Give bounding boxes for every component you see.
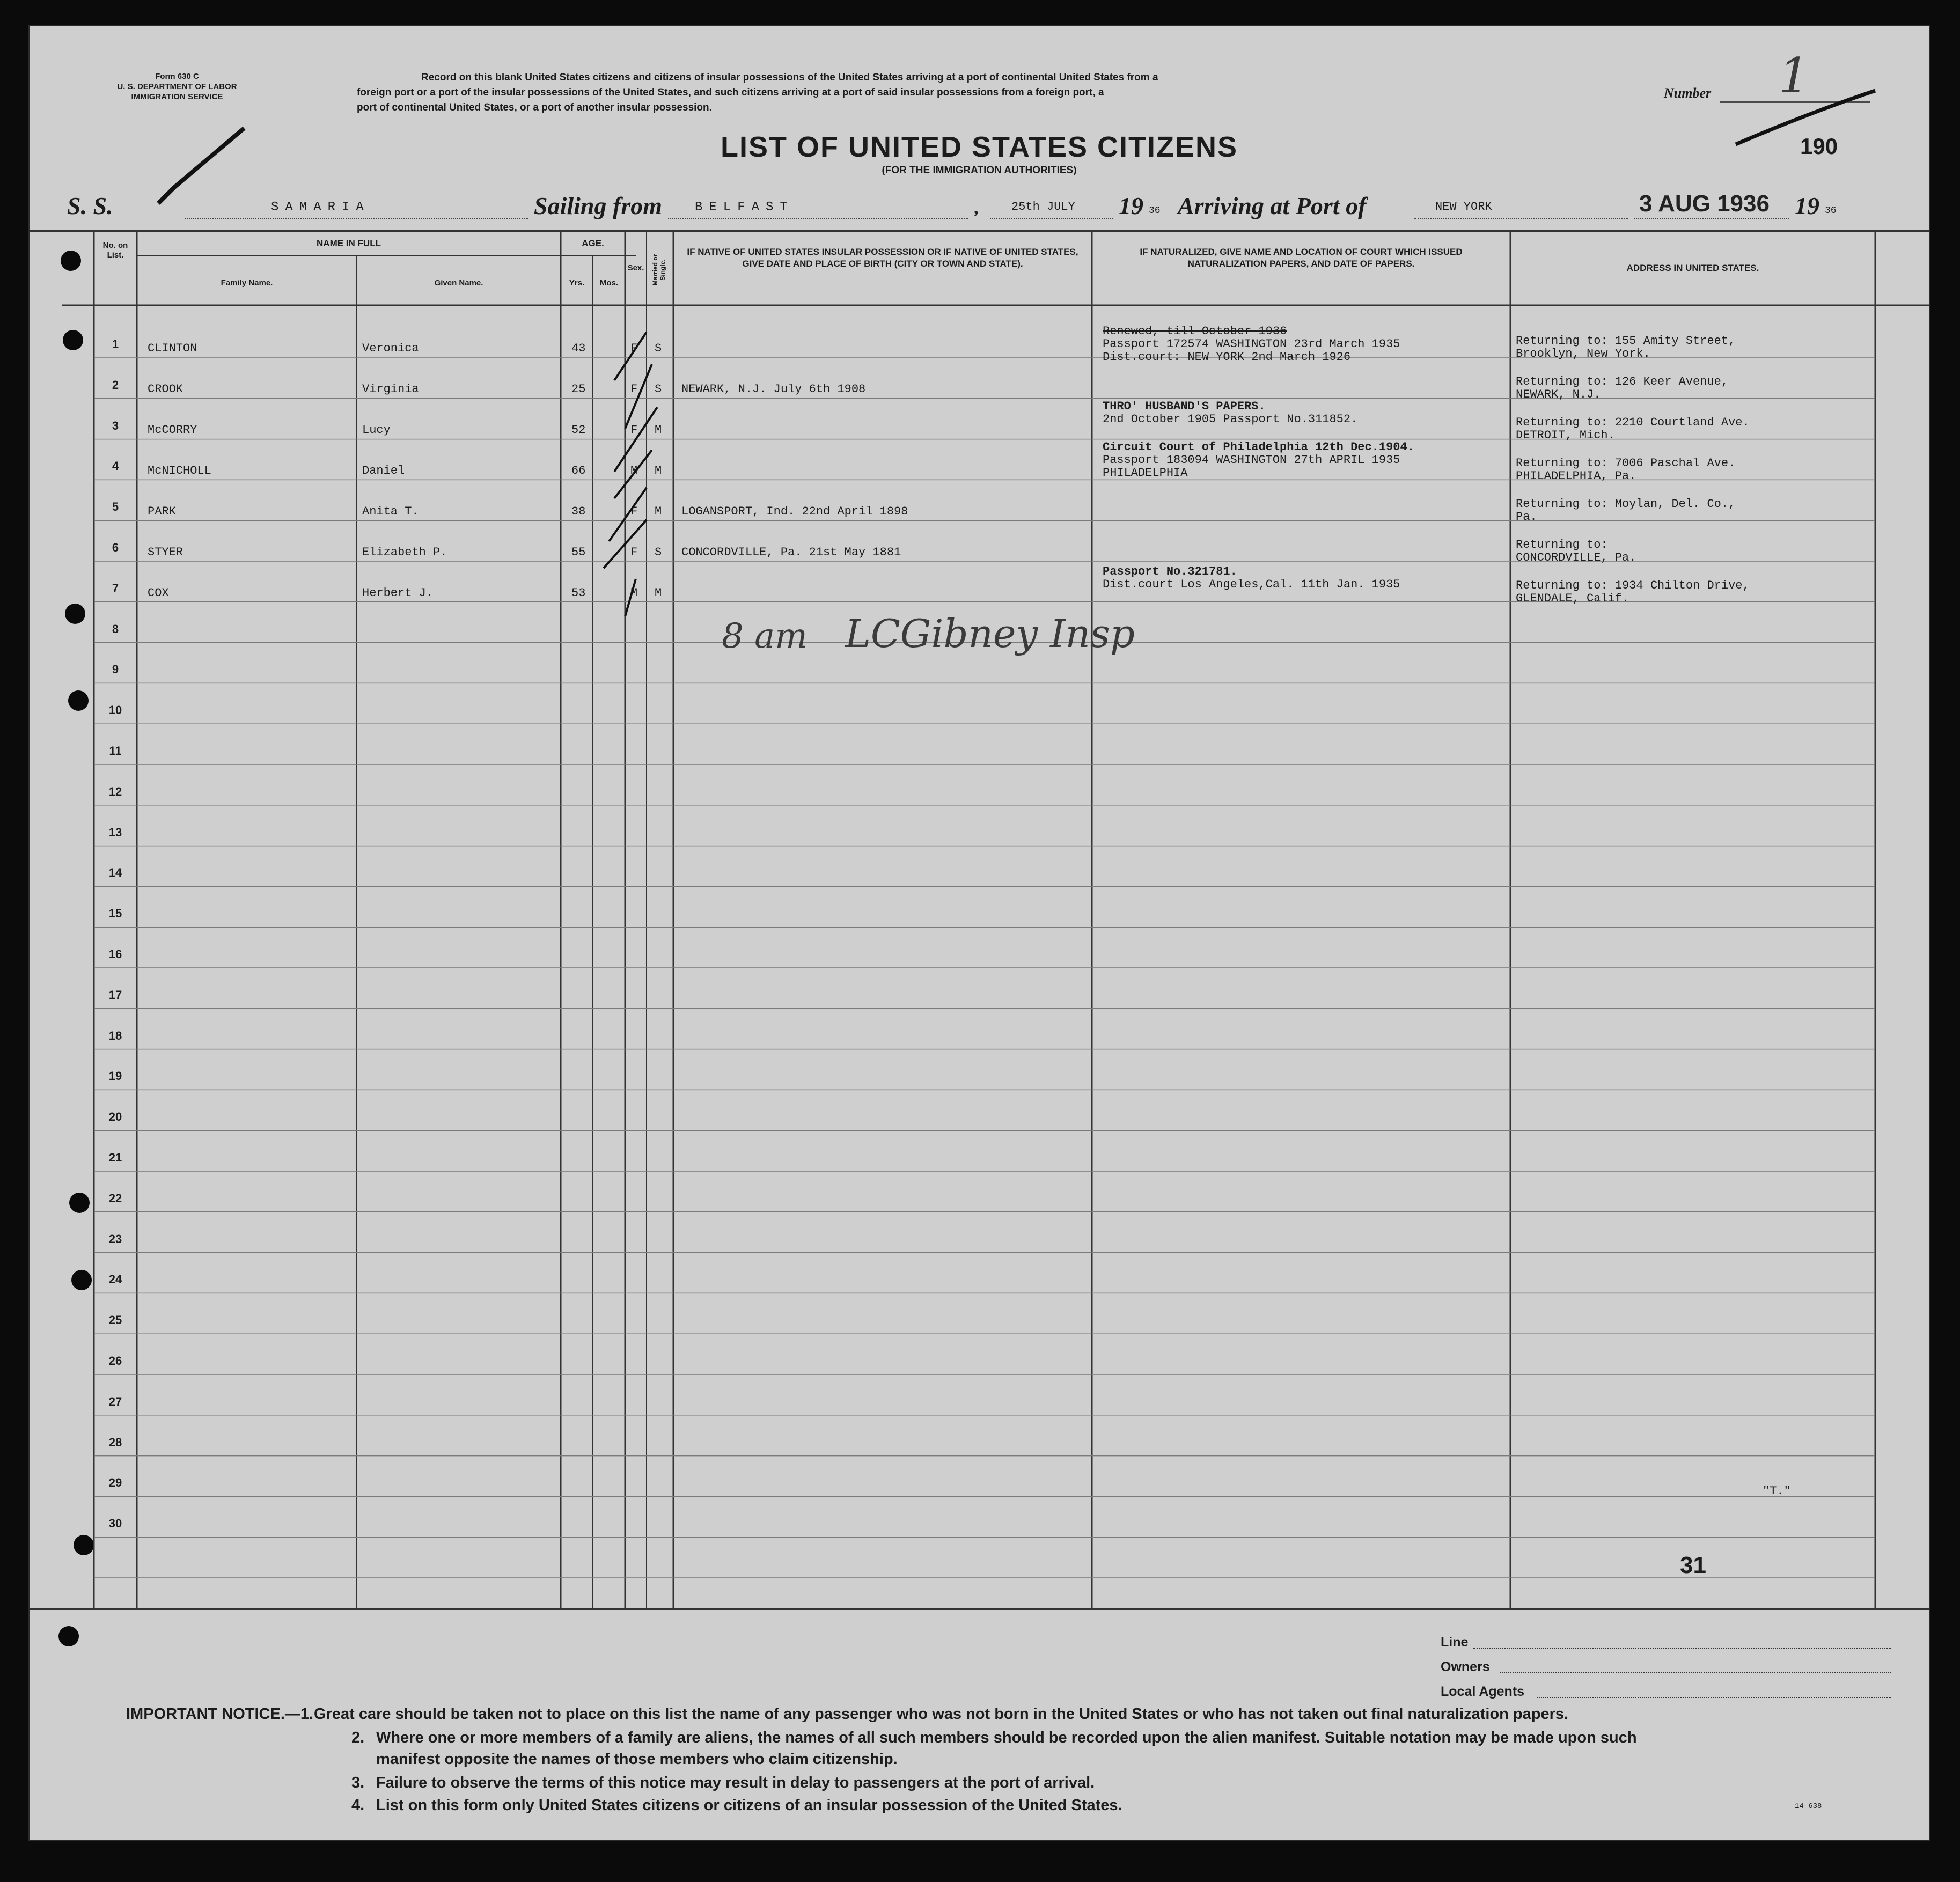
line-number: 5 bbox=[112, 500, 119, 514]
age-years: 66 bbox=[571, 464, 586, 477]
year-prefix: 19 bbox=[1119, 192, 1143, 219]
line-number: 15 bbox=[108, 907, 122, 921]
port-from: BELFAST bbox=[695, 200, 794, 215]
marital-status: M bbox=[655, 423, 662, 437]
col-header-naturalized: IF NATURALIZED, GIVE NAME AND LOCATION OF COURT WHICH ISSUED NATURALIZATION PAPERS, AND DATE OF PAPERS. bbox=[1140, 247, 1463, 269]
line-number: 3 bbox=[112, 418, 119, 432]
line-number: 19 bbox=[108, 1069, 122, 1083]
notice-2-number: 2. bbox=[351, 1729, 365, 1746]
line-number: 20 bbox=[108, 1110, 122, 1124]
number-handwritten: 1 bbox=[1779, 48, 1810, 104]
line-number: 28 bbox=[108, 1435, 122, 1449]
address-line: Returning to: 155 Amity Street, bbox=[1516, 334, 1736, 348]
sailing-year: 36 bbox=[1149, 205, 1161, 216]
arrival-year: 36 bbox=[1825, 205, 1837, 216]
t-mark: "T." bbox=[1763, 1484, 1791, 1498]
line-number: 4 bbox=[112, 459, 119, 473]
naturalization-detail: Renewed, till October 1936 bbox=[1103, 325, 1287, 338]
line-number: 29 bbox=[108, 1476, 122, 1490]
manifest-sheet: Form 630 C U. S. DEPARTMENT OF LABOR IMMIGRATION SERVICE Record on this blank United States citizens and citizens of insular possessions of the United States arriving at a port of continental United States from a foreign port or a port of the insular possessions of the United States, and such citizens arriving at a port of said insular possessions from a foreign port, a port of continental United States, or a port of another insular possession. Number 1 190 LIST OF UNITED STATES CITIZENS (FOR THE IMMIGRATION AUTHORITIES) S. S. SAMARIA Sailing from BELFAST , 25th JULY 19 36 Arriving at Port of NEW YORK 3 AUG 1936 19 36 No. on List. NAME IN FULL Family Name. Given Name. AGE. Yrs. Mos. Sex. Married or Single. IF NATIVE OF UNITED STATES INSULAR POSSESSION OR IF NATIVE OF UNITED STATES, GIVE DATE AND PLACE OF BIRTH (CITY OR TOWN AND STATE). IF NATURALIZED, GIVE NAME AND LOCATION OF COURT WHICH ISSUED NATURALIZATION PAPERS, AND DATE OF PAPERS. ADDRESS IN UNITED STATES. 1 2 3 4 5 6 7 8 9 10 11 12 13 14 15 16 17 18 19 20 21 22 23 24 25 26 27 28 29 30 CLINTON Veronica 43 F S Renewed, till October 1936 Passport 172574 WASHINGTON 23rd March 1935 Dist.court: NEW YORK 2nd March 1926 Returning to: 155 Amity Street, Brooklyn, New York. CROOK Virginia 25 F S NEWARK, N.J. July 6th 1908 Returning to: 126 Keer Avenue, NEWARK, N.J. McCORRY Lucy 52 F M THRO' HUSBAND'S PAPERS. 2nd October 1905 Passport No.311852. Returning to: 2210 Courtland Ave. DETROIT, Mich. McNICHOLL Daniel 66 M M Circuit Court of Philadelphia 12th Dec.1904. Passport 183094 WASHINGTON 27th APRIL 1935 PHILADELPHIA Returning to: 7006 Paschal Ave. PHILADELPHIA, Pa. PARK Anita T. 38 F M LOGANSPORT, Ind. 22nd April 1898 Returning to: Moylan, Del. Co., Pa. STYER Elizabeth P. 55 F S CONCORDVILLE, Pa. 21st May 1881 Returning to: CONCORDVILLE, Pa. COX Herbert J. 53 M M Passport No.321781. Dist.court Los Angeles,Cal. 11th Jan. 1935 Returning to: 1934 Chilton Drive, GLENDALE, Calif. 8 am LCGibney Insp "T." 31 Line Owners Local Agents IMPORTANT NOTICE.—1. Great care should be taken not to place on this list the name of any passenger who was not born in the United States or who has not taken out final naturalization papers. 2. Where one or more members of a family are aliens, the names of all such members should be recorded upon the alien manifest. Suitable notation may be made upon such manifest opposite the names of those members who claim citizenship. 3. Failure to observe the terms of this notice may result in delay to passengers at the port of arrival. 4. List on this form only United States citizens or citizens of an insular possession of the United States. 14—638 bbox=[28, 25, 1930, 1841]
form-service: IMMIGRATION SERVICE bbox=[131, 92, 223, 101]
line-number: 7 bbox=[112, 581, 119, 595]
marital-status: S bbox=[655, 383, 662, 396]
table-grid bbox=[30, 26, 1929, 1840]
address-line: GLENDALE, Calif. bbox=[1516, 592, 1629, 605]
birth-place-date: NEWARK, N.J. July 6th 1908 bbox=[681, 383, 866, 396]
given-name: Veronica bbox=[362, 342, 419, 355]
naturalization-detail: PHILADELPHIA bbox=[1103, 466, 1188, 480]
address-line: Returning to: bbox=[1516, 538, 1608, 552]
col-header-marital: Married or Single. bbox=[651, 254, 666, 286]
page-count-mark: 31 bbox=[1680, 1552, 1706, 1578]
col-header-birth: IF NATIVE OF UNITED STATES INSULAR POSSESSION OR IF NATIVE OF UNITED STATES, GIVE DATE AND PLACE OF BIRTH (CITY OR TOWN AND STATE). bbox=[687, 247, 1078, 269]
notice-2: Where one or more members of a family are aliens, the names of all such members should be recorded upon the alien manifest. Suitable notation may be made upon such bbox=[376, 1729, 1637, 1746]
instruction-line: foreign port or a port of the insular possessions of the United States, and such citizens arriving at a port of said insular possessions from a foreign port, a bbox=[357, 87, 1104, 98]
line-number: 27 bbox=[108, 1394, 122, 1408]
sex: F bbox=[630, 546, 638, 559]
notice-heading: IMPORTANT NOTICE.—1. bbox=[126, 1705, 314, 1723]
given-name: Anita T. bbox=[362, 505, 419, 518]
address-line: NEWARK, N.J. bbox=[1516, 388, 1601, 401]
given-name: Elizabeth P. bbox=[362, 546, 447, 559]
age-years: 52 bbox=[571, 423, 586, 437]
page-subtitle: (FOR THE IMMIGRATION AUTHORITIES) bbox=[882, 165, 1077, 176]
naturalization-detail: Circuit Court of Philadelphia 12th Dec.1904. bbox=[1103, 440, 1414, 454]
local-agents-label: Local Agents bbox=[1441, 1684, 1525, 1699]
line-number: 2 bbox=[112, 378, 119, 392]
sailing-from-label: Sailing from bbox=[534, 192, 663, 219]
marital-status: M bbox=[655, 464, 662, 477]
number-label: Number bbox=[1664, 85, 1712, 101]
birth-place-date: LOGANSPORT, Ind. 22nd April 1898 bbox=[681, 505, 908, 518]
family-name: CLINTON bbox=[148, 342, 197, 355]
given-name: Daniel bbox=[362, 464, 405, 477]
instruction-line: Record on this blank United States citizens and citizens of insular possessions of the United States arriving at a port of continental United States from a bbox=[421, 72, 1158, 83]
birth-place-date: CONCORDVILLE, Pa. 21st May 1881 bbox=[681, 546, 901, 559]
col-header-given: Given Name. bbox=[434, 278, 483, 288]
line-number: 11 bbox=[109, 744, 122, 758]
check-slashes bbox=[593, 316, 673, 616]
family-name: CROOK bbox=[148, 383, 183, 396]
address-line: Returning to: 7006 Paschal Ave. bbox=[1516, 457, 1736, 470]
given-name: Lucy bbox=[362, 423, 391, 437]
line-number: 13 bbox=[108, 825, 122, 839]
sailing-date: 25th JULY bbox=[1011, 200, 1075, 214]
line-number: 24 bbox=[108, 1273, 122, 1286]
naturalization-detail: 2nd October 1905 Passport No.311852. bbox=[1103, 413, 1358, 426]
sex: F bbox=[630, 423, 638, 437]
line-number: 22 bbox=[108, 1191, 122, 1205]
address-line: Returning to: 126 Keer Avenue, bbox=[1516, 375, 1729, 388]
col-header-age: AGE. bbox=[582, 238, 604, 248]
notice-1: Great care should be taken not to place on this list the name of any passenger who was not born in the United States or who has not taken out final naturalization papers. bbox=[314, 1705, 1569, 1723]
sex: F bbox=[630, 505, 638, 518]
col-header-no: No. on List. bbox=[102, 241, 128, 260]
family-name: McCORRY bbox=[148, 423, 197, 437]
line-number: 9 bbox=[112, 663, 119, 677]
naturalization-detail: Dist.court Los Angeles,Cal. 11th Jan. 1935 bbox=[1103, 578, 1400, 591]
line-number: 16 bbox=[108, 947, 122, 961]
naturalization-detail: Passport No.321781. bbox=[1103, 565, 1237, 578]
notice-3-number: 3. bbox=[351, 1774, 365, 1791]
age-years: 38 bbox=[571, 505, 586, 518]
address-line: Returning to: Moylan, Del. Co., bbox=[1516, 497, 1736, 511]
line-number: 26 bbox=[108, 1354, 122, 1368]
page-number: 190 bbox=[1800, 134, 1838, 159]
notice-4: List on this form only United States citizens or citizens of an insular possession of the United States. bbox=[376, 1797, 1122, 1814]
line-number: 14 bbox=[108, 866, 122, 880]
marital-status: M bbox=[655, 586, 662, 600]
instruction-line: port of continental United States, or a port of another insular possession. bbox=[357, 102, 712, 113]
sex: F bbox=[630, 383, 638, 396]
address-line: Brooklyn, New York. bbox=[1516, 347, 1650, 361]
sex: F bbox=[630, 342, 638, 355]
sex: M bbox=[630, 586, 638, 600]
given-name: Virginia bbox=[362, 383, 419, 396]
family-name: STYER bbox=[148, 546, 183, 559]
line-number: 18 bbox=[108, 1028, 122, 1042]
col-header-address: ADDRESS IN UNITED STATES. bbox=[1626, 263, 1759, 273]
family-name: McNICHOLL bbox=[148, 464, 211, 477]
notice-3: Failure to observe the terms of this notice may result in delay to passengers at the port of arrival. bbox=[376, 1774, 1095, 1791]
family-name: PARK bbox=[148, 505, 176, 518]
handwritten-time: 8 am bbox=[722, 616, 808, 656]
col-header-name: NAME IN FULL bbox=[317, 238, 381, 248]
ship-name: SAMARIA bbox=[271, 200, 370, 215]
address-line: CONCORDVILLE, Pa. bbox=[1516, 551, 1636, 564]
age-years: 55 bbox=[571, 546, 586, 559]
marital-status: S bbox=[655, 342, 662, 355]
naturalization-detail: Passport 183094 WASHINGTON 27th APRIL 1935 bbox=[1103, 453, 1400, 467]
address-line: DETROIT, Mich. bbox=[1516, 429, 1615, 442]
address-line: Returning to: 2210 Courtland Ave. bbox=[1516, 416, 1750, 429]
owners-label: Owners bbox=[1441, 1659, 1490, 1674]
given-name: Herbert J. bbox=[362, 586, 434, 600]
line-number: 10 bbox=[108, 703, 122, 717]
year-prefix-2: 19 bbox=[1795, 192, 1819, 219]
line-number: 12 bbox=[108, 784, 122, 798]
col-header-sex: Sex. bbox=[627, 263, 644, 273]
age-years: 53 bbox=[571, 586, 586, 600]
naturalization-detail: THRO' HUSBAND'S PAPERS. bbox=[1103, 400, 1266, 413]
arriving-label: Arriving at Port of bbox=[1178, 192, 1367, 219]
age-years: 43 bbox=[571, 342, 586, 355]
marital-status: M bbox=[655, 505, 662, 518]
print-code: 14—638 bbox=[1795, 1802, 1822, 1811]
address-line: Returning to: 1934 Chilton Drive, bbox=[1516, 579, 1750, 592]
marital-status: S bbox=[655, 546, 662, 559]
page-title: LIST OF UNITED STATES CITIZENS bbox=[721, 131, 1238, 163]
handwritten-signature: LCGibney Insp bbox=[845, 611, 1135, 656]
line-label: Line bbox=[1441, 1635, 1469, 1650]
ss-label: S. S. bbox=[67, 192, 113, 219]
line-number: 23 bbox=[108, 1232, 122, 1246]
port-to: NEW YORK bbox=[1435, 200, 1492, 214]
naturalization-detail: Passport 172574 WASHINGTON 23rd March 1935 bbox=[1103, 337, 1400, 351]
naturalization-detail: Dist.court: NEW YORK 2nd March 1926 bbox=[1103, 350, 1351, 364]
address-line: PHILADELPHIA, Pa. bbox=[1516, 469, 1636, 483]
sex: M bbox=[630, 464, 638, 477]
form-number: Form 630 C bbox=[155, 72, 199, 81]
notice-4-number: 4. bbox=[351, 1797, 365, 1814]
family-name: COX bbox=[148, 586, 169, 600]
line-number: 17 bbox=[108, 988, 122, 1002]
col-header-mos: Mos. bbox=[599, 278, 619, 288]
col-header-yrs: Yrs. bbox=[569, 278, 585, 288]
line-number: 6 bbox=[112, 541, 119, 554]
form-department: U. S. DEPARTMENT OF LABOR bbox=[117, 82, 237, 91]
age-years: 25 bbox=[571, 383, 586, 396]
arrival-date-stamp: 3 AUG 1936 bbox=[1639, 190, 1770, 217]
line-number: 8 bbox=[112, 622, 119, 636]
line-number: 21 bbox=[108, 1151, 122, 1164]
line-number: 30 bbox=[108, 1517, 122, 1531]
line-number: 25 bbox=[108, 1313, 122, 1327]
notice-2-cont: manifest opposite the names of those members who claim citizenship. bbox=[376, 1751, 898, 1768]
address-line: Pa. bbox=[1516, 510, 1537, 524]
col-header-family: Family Name. bbox=[221, 278, 273, 288]
line-number: 1 bbox=[112, 337, 119, 351]
